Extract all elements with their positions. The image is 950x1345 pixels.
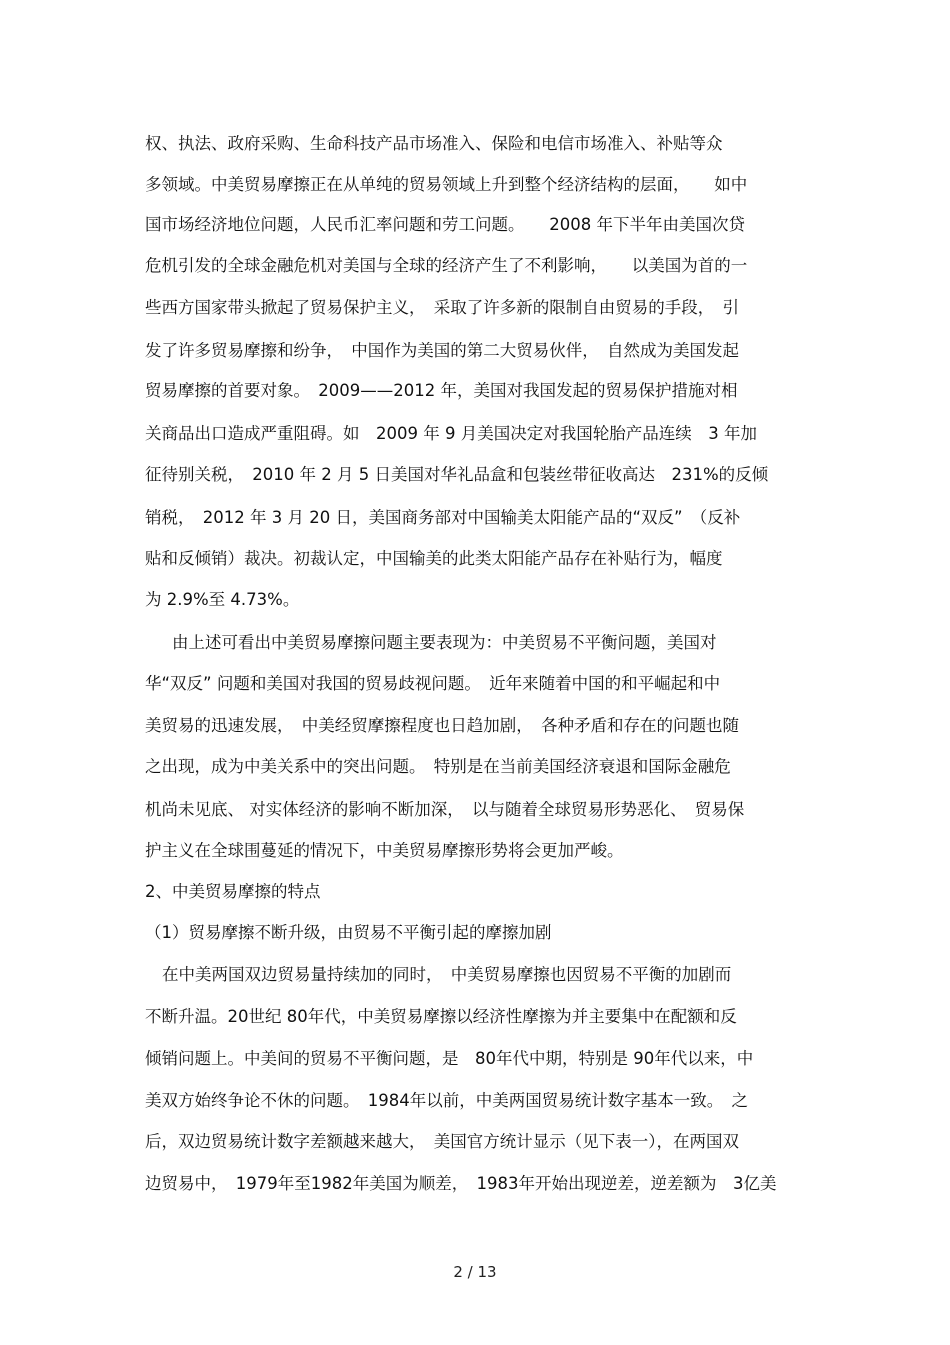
text-line: 后，双边贸易统计数字差额越来越大， 美国官方统计显示（见下表一），在两国双: [145, 1132, 739, 1151]
subsection-heading: （1）贸易摩擦不断升级，由贸易不平衡引起的摩擦加剧: [145, 923, 552, 942]
text-line: 权、执法、政府采购、生命科技产品市场准入、保险和电信市场准入、补贴等众: [145, 134, 723, 153]
text-line: 不断升温。20世纪 80年代，中美贸易摩擦以经济性摩擦为并主要集中在配额和反: [145, 1007, 737, 1026]
paragraph-first-line: 在中美两国双边贸易量持续加的同时， 中美贸易摩擦也因贸易不平衡的加剧而: [162, 965, 732, 984]
text-line: 多领域。中美贸易摩擦正在从单纯的贸易领域上升到整个经济结构的层面， 如中: [145, 175, 748, 194]
text-line: 危机引发的全球金融危机对美国与全球的经济产生了不利影响， 以美国为首的一: [145, 256, 748, 275]
text-line: 贴和反倾销）裁决。初裁认定，中国输美的此类太阳能产品存在补贴行为，幅度: [145, 549, 723, 568]
text-line: 为 2.9%至 4.73%。: [145, 590, 300, 609]
text-line: 之出现，成为中美关系中的突出问题。 特别是在当前美国经济衰退和国际金融危: [145, 757, 731, 776]
text-line: 征待别关税， 2010 年 2 月 5 日美国对华礼品盒和包装丝带征收高达 231%的反倾: [145, 465, 769, 484]
text-line: 美双方始终争论不休的问题。 1984年以前，中美两国贸易统计数字基本一致。 之: [145, 1091, 748, 1110]
text-line: 倾销问题上。中美间的贸易不平衡问题，是 80年代中期，特别是 90年代以来，中: [145, 1049, 754, 1068]
text-line: 些西方国家带头掀起了贸易保护主义， 采取了许多新的限制自由贸易的手段， 引: [145, 298, 739, 317]
text-line: 机尚未见底、 对实体经济的影响不断加深， 以与随着全球贸易形势恶化、 贸易保: [145, 800, 745, 819]
text-line: 护主义在全球围蔓延的情况下，中美贸易摩擦形势将会更加严峻。: [145, 841, 624, 860]
paragraph-first-line: 由上述可看出中美贸易摩擦问题主要表现为：中美贸易不平衡问题，美国对: [172, 633, 717, 652]
text-line: 美贸易的迅速发展， 中美经贸摩擦程度也日趋加剧， 各种矛盾和存在的问题也随: [145, 716, 739, 735]
text-line: 贸易摩擦的首要对象。 2009——2012 年，美国对我国发起的贸易保护措施对相: [145, 381, 738, 400]
text-line: 华“双反” 问题和美国对我国的贸易歧视问题。 近年来随着中国的和平崛起和中: [145, 674, 721, 693]
text-line: 国市场经济地位问题，人民币汇率问题和劳工问题。 2008 年下半年由美国次贷: [145, 215, 745, 234]
page-number: 2 / 13: [453, 1263, 497, 1281]
section-heading: 2、中美贸易摩擦的特点: [145, 882, 321, 901]
text-line: 发了许多贸易摩擦和纷争， 中国作为美国的第二大贸易伙伴， 自然成为美国发起: [145, 341, 739, 360]
text-line: 边贸易中， 1979年至1982年美国为顺差， 1983年开始出现逆差，逆差额为 3亿美: [145, 1174, 777, 1193]
text-line: 销税， 2012 年 3 月 20 日，美国商务部对中国输美太阳能产品的“双反” （反补: [145, 508, 741, 527]
text-line: 关商品出口造成严重阻碍。如 2009 年 9 月美国决定对我国轮胎产品连续 3 年加: [145, 424, 757, 443]
